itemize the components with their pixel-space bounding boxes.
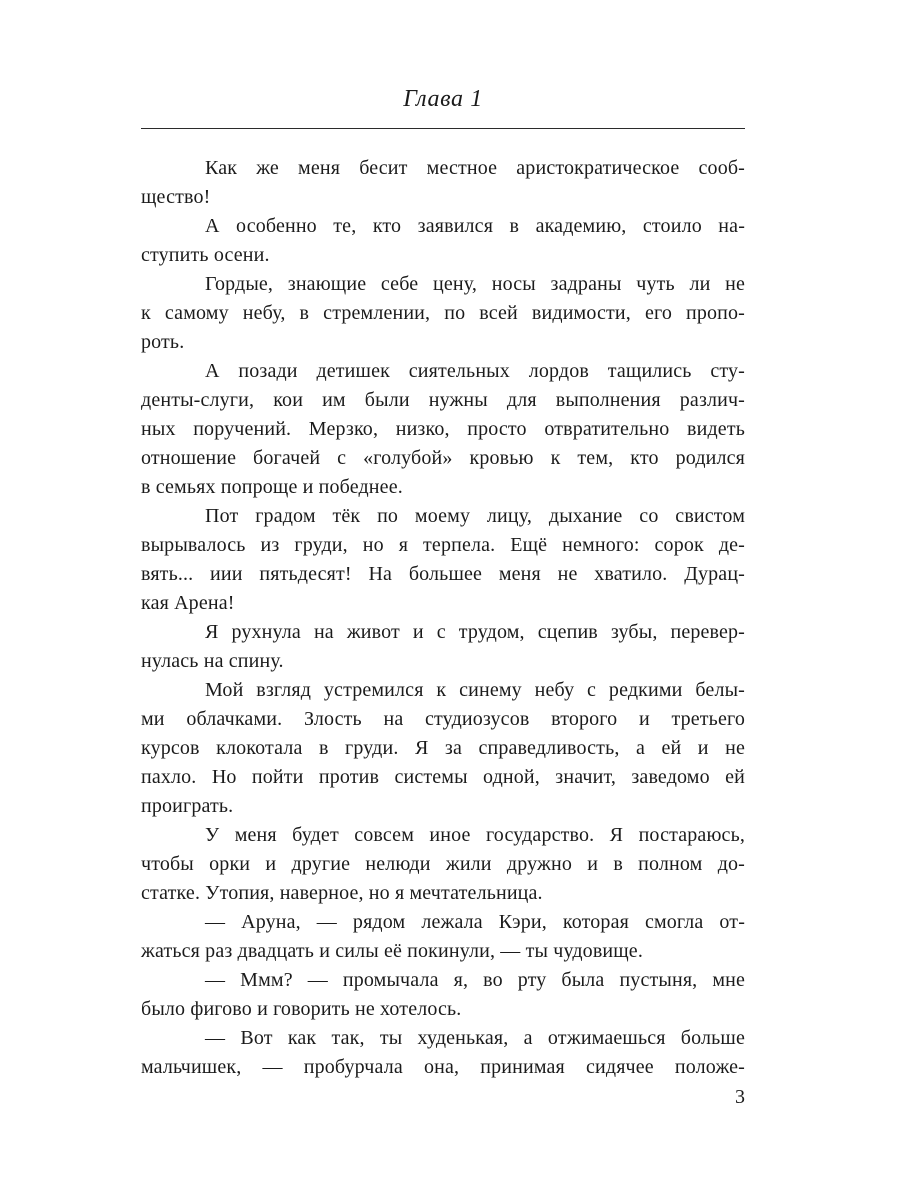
text-line: А позади детишек сиятельных лордов тащились сту- xyxy=(205,360,745,382)
paragraph xyxy=(141,908,745,966)
text-line: Я рухнула на живот и с трудом, сцепив зубы, перевер- xyxy=(205,621,745,643)
text-line: ных поручений. Мерзко, низко, просто отвратительно видеть xyxy=(141,418,745,440)
text-line: курсов клокотала в груди. Я за справедливость, а ей и не xyxy=(141,737,745,759)
paragraph xyxy=(141,270,745,357)
text-line: Как же меня бесит местное аристократическое сооб- xyxy=(205,157,745,179)
text-line: пахло. Но пойти против системы одной, значит, заведомо ей xyxy=(141,766,745,788)
heading-divider xyxy=(141,128,745,129)
paragraph xyxy=(141,1024,745,1082)
text-line: в семьях попроще и победнее. xyxy=(141,476,403,498)
text-line: — Аруна, — рядом лежала Кэри, которая смогла от- xyxy=(205,911,745,933)
text-line: мальчишек, — пробурчала она, принимая сидячее положе- xyxy=(141,1056,745,1078)
text-line: — Вот как так, ты худенькая, а отжимаешься больше xyxy=(205,1027,745,1049)
text-line: Гордые, знающие себе цену, носы задраны чуть ли не xyxy=(205,273,745,295)
text-line: нулась на спину. xyxy=(141,650,284,672)
paragraph xyxy=(141,618,745,676)
text-line: Мой взгляд устремился к синему небу с редкими белы- xyxy=(205,679,745,701)
text-line: вять... иии пятьдесят! На большее меня не хватило. Дурац- xyxy=(141,563,745,585)
text-line: ми облачками. Злость на студиозусов второго и третьего xyxy=(141,708,745,730)
text-line: было фигово и говорить не хотелось. xyxy=(141,998,462,1020)
paragraph xyxy=(141,502,745,618)
text-line: к самому небу, в стремлении, по всей видимости, его пропо- xyxy=(141,302,745,324)
text-line: проиграть. xyxy=(141,795,234,817)
chapter-heading: Глава 1 xyxy=(403,86,483,112)
paragraph xyxy=(141,212,745,270)
paragraph xyxy=(141,821,745,908)
text-line: вырывалось из груди, но я терпела. Ещё немного: сорок де- xyxy=(141,534,745,556)
text-line: А особенно те, кто заявился в академию, стоило на- xyxy=(205,215,745,237)
text-line: кая Арена! xyxy=(141,592,235,614)
paragraph xyxy=(141,966,745,1024)
text-line: чтобы орки и другие нелюди жили дружно и в полном до- xyxy=(141,853,745,875)
paragraph xyxy=(141,154,745,212)
paragraph xyxy=(141,357,745,502)
text-line: ступить осени. xyxy=(141,244,270,266)
page-content xyxy=(141,86,745,1109)
text-line: щество! xyxy=(141,186,211,208)
text-line: Пот градом тёк по моему лицу, дыхание со свистом xyxy=(205,505,745,527)
text-line: — Ммм? — промычала я, во рту была пустыня, мне xyxy=(205,969,745,991)
text-line: отношение богачей с «голубой» кровью к тем, кто родился xyxy=(141,447,745,469)
text-line: статке. Утопия, наверное, но я мечтательница. xyxy=(141,882,543,904)
text-line: денты-слуги, кои им были нужны для выполнения различ- xyxy=(141,389,745,411)
paragraph xyxy=(141,676,745,821)
body-text xyxy=(141,154,745,1082)
text-line: жаться раз двадцать и силы её покинули, — ты чудовище. xyxy=(141,940,643,962)
page-number: 3 xyxy=(735,1086,745,1108)
text-line: роть. xyxy=(141,331,185,353)
text-line: У меня будет совсем иное государство. Я постараюсь, xyxy=(205,824,745,846)
